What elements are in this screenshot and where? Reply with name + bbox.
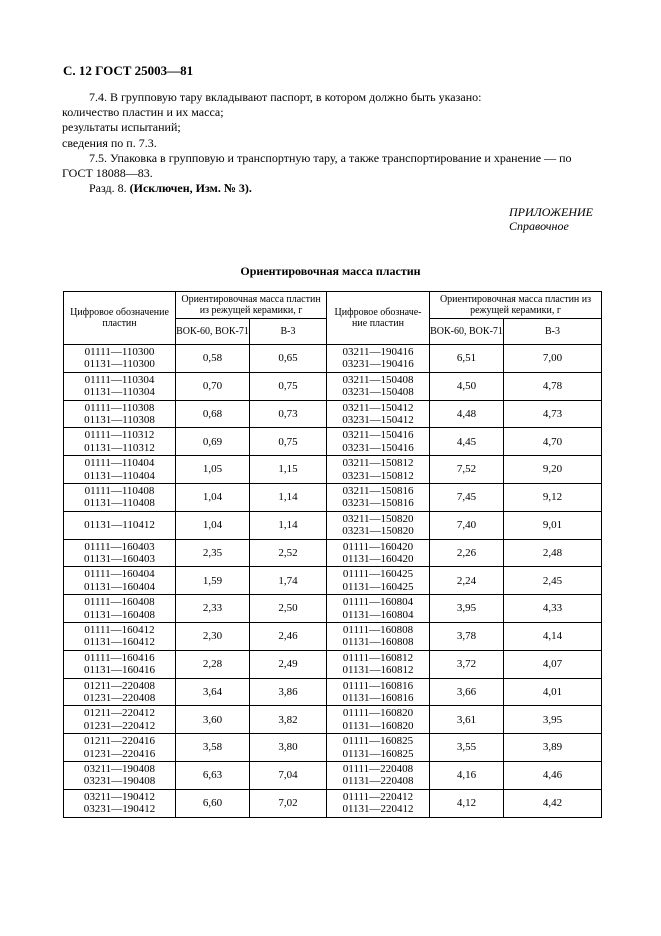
cell-mass-vok-right: 3,61 — [430, 706, 504, 734]
plate-code: 01131—110404 — [84, 469, 155, 482]
cell-mass-vok-left: 3,64 — [176, 678, 250, 706]
plate-code: 01131—110300 — [84, 358, 155, 371]
cell-mass-vok-left: 0,58 — [176, 345, 250, 373]
cell-code-right — [327, 456, 430, 484]
paragraph-item-info: сведения по п. 7.3. — [62, 135, 157, 150]
cell-mass-v3-right: 4,07 — [504, 650, 602, 678]
section-8-prefix: Разд. 8. — [89, 181, 127, 196]
paragraph-item-results: результаты испытаний; — [62, 120, 181, 135]
cell-mass-vok-right: 4,16 — [430, 761, 504, 789]
plate-code: 03211—190416 — [342, 346, 414, 359]
cell-mass-v3-left: 1,74 — [250, 567, 327, 595]
table-row — [64, 761, 602, 789]
cell-code-right — [327, 539, 430, 567]
plate-code: 01131—110308 — [84, 413, 155, 426]
cell-mass-v3-left: 1,15 — [250, 456, 327, 484]
cell-mass-vok-right: 4,50 — [430, 372, 504, 400]
appendix-title: ПРИЛОЖЕНИЕ — [509, 205, 593, 219]
plate-code: 01131—160820 — [342, 719, 414, 732]
plate-code: 01131—160403 — [83, 552, 156, 565]
cell-mass-vok-left: 6,60 — [176, 789, 250, 817]
header-code-right: Цифровое обозначе-ние пластин — [327, 292, 430, 345]
cell-mass-v3-right: 4,33 — [504, 595, 602, 623]
cell-mass-v3-right: 4,78 — [504, 372, 602, 400]
plate-code: 01131—110412 — [84, 519, 155, 532]
table-row — [64, 345, 602, 373]
cell-code-left — [64, 734, 176, 762]
table-row — [64, 511, 602, 539]
table-row — [64, 595, 602, 623]
appendix-subtitle: Справочное — [509, 219, 569, 233]
cell-code-right — [327, 400, 430, 428]
plate-code: 01111—160804 — [342, 596, 414, 609]
cell-mass-v3-right: 4,70 — [504, 428, 602, 456]
plate-code: 01131—160816 — [342, 691, 414, 704]
cell-mass-vok-right: 7,45 — [430, 483, 504, 511]
plate-code: 03211—150820 — [342, 512, 414, 525]
cell-mass-v3-left: 7,04 — [250, 761, 327, 789]
plate-code: 01131—110312 — [84, 441, 155, 454]
cell-mass-vok-left: 6,63 — [176, 761, 250, 789]
table-row — [64, 734, 602, 762]
cell-code-right — [327, 345, 430, 373]
cell-code-left — [64, 400, 176, 428]
cell-mass-vok-left: 1,04 — [176, 511, 250, 539]
cell-code-left — [64, 372, 176, 400]
cell-mass-v3-left: 3,80 — [250, 734, 327, 762]
table-row — [64, 650, 602, 678]
cell-code-left — [64, 650, 176, 678]
plate-code: 01111—160404 — [84, 568, 155, 581]
plate-code: 01231—220416 — [83, 747, 156, 760]
plate-code: 01131—160812 — [342, 664, 414, 677]
cell-mass-vok-left: 0,70 — [176, 372, 250, 400]
plate-code: 01131—220408 — [342, 775, 414, 788]
cell-code-right — [327, 567, 430, 595]
cell-code-right — [327, 789, 430, 817]
cell-mass-vok-left: 1,05 — [176, 456, 250, 484]
cell-code-right — [327, 595, 430, 623]
cell-mass-v3-right: 3,95 — [504, 706, 602, 734]
plate-code: 03211—150416 — [342, 429, 414, 442]
plate-code: 03231—150812 — [342, 469, 414, 482]
cell-mass-vok-right: 6,51 — [430, 345, 504, 373]
cell-mass-v3-left: 2,49 — [250, 650, 327, 678]
plate-code: 01131—160804 — [342, 608, 414, 621]
table-row — [64, 456, 602, 484]
cell-code-right — [327, 734, 430, 762]
header-vok-left: ВОК-60, ВОК-71 — [176, 319, 250, 345]
cell-mass-vok-right: 7,52 — [430, 456, 504, 484]
plate-code: 01111—220412 — [342, 790, 414, 803]
page-header: С. 12 ГОСТ 25003—81 — [63, 63, 194, 78]
plate-code: 01111—110408 — [84, 485, 155, 498]
plate-code: 03211—150412 — [342, 401, 414, 414]
plate-code: 01131—160412 — [83, 636, 156, 649]
appendix-label — [509, 205, 593, 233]
cell-mass-v3-right: 9,20 — [504, 456, 602, 484]
table-row — [64, 428, 602, 456]
plate-code: 01231—220412 — [83, 719, 156, 732]
cell-mass-v3-right: 4,42 — [504, 789, 602, 817]
cell-mass-vok-left: 2,35 — [176, 539, 250, 567]
plate-code: 01131—110304 — [84, 386, 155, 399]
cell-mass-vok-left: 3,60 — [176, 706, 250, 734]
cell-code-left — [64, 789, 176, 817]
cell-mass-v3-right: 4,01 — [504, 678, 602, 706]
header-mass-right: Ориентировочная масса пластин из режущей керамики, г — [430, 292, 602, 319]
plate-code: 01111—160816 — [342, 679, 414, 692]
plate-code: 03231—150412 — [342, 413, 414, 426]
cell-code-left — [64, 511, 176, 539]
cell-code-left — [64, 539, 176, 567]
cell-mass-v3-right: 9,01 — [504, 511, 602, 539]
cell-mass-v3-left: 1,14 — [250, 511, 327, 539]
header-mass-left: Ориентировочная масса пластин из режущей керамики, г — [176, 292, 327, 319]
plate-code: 03211—150812 — [342, 457, 414, 470]
cell-mass-v3-right: 2,48 — [504, 539, 602, 567]
cell-mass-vok-right: 3,55 — [430, 734, 504, 762]
table-row — [64, 372, 602, 400]
cell-mass-vok-right: 3,66 — [430, 678, 504, 706]
plate-code: 01211—220408 — [83, 679, 156, 692]
plate-code: 01211—220416 — [83, 735, 156, 748]
cell-code-right — [327, 622, 430, 650]
plate-code: 01111—110404 — [84, 457, 155, 470]
plate-code: 01111—160812 — [342, 651, 414, 664]
plate-code: 01131—160416 — [83, 664, 156, 677]
cell-mass-vok-right: 3,72 — [430, 650, 504, 678]
cell-code-right — [327, 372, 430, 400]
cell-mass-vok-right: 4,48 — [430, 400, 504, 428]
cell-mass-v3-left: 2,46 — [250, 622, 327, 650]
table-caption: Ориентировочная масса пластин — [240, 264, 421, 278]
cell-mass-v3-right: 4,46 — [504, 761, 602, 789]
cell-code-left — [64, 456, 176, 484]
cell-code-right — [327, 678, 430, 706]
header-vok-right: ВОК-60, ВОК-71 — [430, 319, 504, 345]
paragraph-7-5: 7.5. Упаковка в групповую и транспортную тару, а также транспортирование и хранение — по ГОСТ 18088—83. — [62, 150, 572, 181]
cell-code-left — [64, 706, 176, 734]
header-code-left: Цифровое обозначение пластин — [64, 292, 176, 345]
section-8-excluded: (Исключен, Изм. № 3). — [129, 181, 252, 196]
plate-code: 01111—160825 — [342, 735, 414, 748]
body-text — [62, 90, 602, 196]
cell-mass-vok-right: 3,78 — [430, 622, 504, 650]
cell-mass-v3-left: 3,82 — [250, 706, 327, 734]
plate-code: 01131—160808 — [342, 636, 414, 649]
cell-mass-v3-left: 1,14 — [250, 483, 327, 511]
cell-mass-v3-right: 2,45 — [504, 567, 602, 595]
cell-mass-v3-right: 4,73 — [504, 400, 602, 428]
plate-code: 03231—190412 — [83, 803, 156, 816]
table-row — [64, 539, 602, 567]
table-body — [64, 345, 602, 818]
cell-code-right — [327, 511, 430, 539]
cell-mass-vok-right: 2,26 — [430, 539, 504, 567]
plate-code: 01111—160416 — [84, 651, 155, 664]
plate-code: 01111—220408 — [342, 763, 414, 776]
plate-code: 03231—190408 — [83, 775, 156, 788]
plate-code: 03211—150408 — [342, 373, 414, 386]
plate-code: 01111—160412 — [84, 624, 155, 637]
cell-mass-v3-left: 7,02 — [250, 789, 327, 817]
plate-code: 03211—190408 — [83, 763, 156, 776]
cell-code-right — [327, 428, 430, 456]
cell-mass-v3-left: 3,86 — [250, 678, 327, 706]
plate-code: 01111—110304 — [84, 373, 155, 386]
plate-code: 01111—160820 — [342, 707, 414, 720]
table-row — [64, 706, 602, 734]
header-v3-right: В-3 — [504, 319, 602, 345]
plate-code: 01111—160420 — [342, 540, 414, 553]
plate-code: 01231—220408 — [83, 691, 156, 704]
table-row — [64, 622, 602, 650]
cell-code-left — [64, 567, 176, 595]
header-v3-left: В-3 — [250, 319, 327, 345]
plate-code: 01111—110308 — [84, 401, 155, 414]
cell-mass-vok-left: 3,58 — [176, 734, 250, 762]
cell-code-left — [64, 428, 176, 456]
plate-code: 03231—150816 — [342, 497, 414, 510]
paragraph-7-4: 7.4. В групповую тару вкладывают паспорт, в котором должно быть указано: — [89, 90, 482, 104]
cell-code-right — [327, 761, 430, 789]
plate-code: 01131—160408 — [83, 608, 156, 621]
cell-mass-vok-right: 2,24 — [430, 567, 504, 595]
cell-mass-v3-left: 0,73 — [250, 400, 327, 428]
plate-code: 03211—190412 — [83, 790, 156, 803]
plate-code: 01111—160408 — [84, 596, 155, 609]
plate-code: 01131—220412 — [342, 803, 414, 816]
plate-code: 01131—160420 — [342, 552, 414, 565]
cell-code-left — [64, 483, 176, 511]
table-row — [64, 567, 602, 595]
plate-code: 01111—160808 — [342, 624, 414, 637]
cell-code-left — [64, 345, 176, 373]
paragraph-item-quantity: количество пластин и их масса; — [62, 105, 224, 120]
cell-code-right — [327, 483, 430, 511]
cell-mass-v3-left: 2,52 — [250, 539, 327, 567]
cell-mass-vok-left: 0,69 — [176, 428, 250, 456]
plate-code: 01111—160425 — [342, 568, 414, 581]
cell-mass-vok-left: 2,33 — [176, 595, 250, 623]
plate-code: 01131—160404 — [83, 580, 156, 593]
table-row — [64, 789, 602, 817]
cell-code-left — [64, 595, 176, 623]
table-row — [64, 400, 602, 428]
plate-code: 01131—110408 — [84, 497, 155, 510]
plate-code: 03231—150408 — [342, 386, 414, 399]
cell-mass-vok-right: 3,95 — [430, 595, 504, 623]
cell-mass-vok-left: 2,28 — [176, 650, 250, 678]
cell-mass-v3-right: 7,00 — [504, 345, 602, 373]
cell-mass-v3-left: 0,65 — [250, 345, 327, 373]
plate-code: 01211—220412 — [83, 707, 156, 720]
cell-code-left — [64, 622, 176, 650]
cell-code-right — [327, 650, 430, 678]
plate-code: 01111—110312 — [84, 429, 155, 442]
cell-mass-vok-left: 1,04 — [176, 483, 250, 511]
cell-mass-vok-left: 0,68 — [176, 400, 250, 428]
plate-code: 03211—150816 — [342, 485, 414, 498]
cell-mass-vok-right: 4,12 — [430, 789, 504, 817]
plate-code: 01131—160825 — [342, 747, 414, 760]
cell-mass-v3-left: 0,75 — [250, 372, 327, 400]
plate-code: 03231—150416 — [342, 441, 414, 454]
cell-mass-v3-right: 4,14 — [504, 622, 602, 650]
cell-mass-vok-left: 2,30 — [176, 622, 250, 650]
cell-mass-v3-right: 9,12 — [504, 483, 602, 511]
plate-code: 01111—110300 — [84, 346, 155, 359]
mass-table — [63, 291, 602, 818]
plate-code: 01111—160403 — [84, 540, 155, 553]
table-row — [64, 678, 602, 706]
cell-mass-vok-right: 4,45 — [430, 428, 504, 456]
plate-code: 03231—190416 — [342, 358, 414, 371]
cell-mass-v3-left: 0,75 — [250, 428, 327, 456]
plate-code: 01131—160425 — [342, 580, 414, 593]
cell-mass-vok-right: 7,40 — [430, 511, 504, 539]
cell-code-right — [327, 706, 430, 734]
cell-mass-v3-left: 2,50 — [250, 595, 327, 623]
cell-code-left — [64, 761, 176, 789]
plate-code: 03231—150820 — [342, 525, 414, 538]
cell-mass-vok-left: 1,59 — [176, 567, 250, 595]
paragraph-section-8 — [62, 181, 602, 196]
table-row — [64, 483, 602, 511]
cell-code-left — [64, 678, 176, 706]
cell-mass-v3-right: 3,89 — [504, 734, 602, 762]
